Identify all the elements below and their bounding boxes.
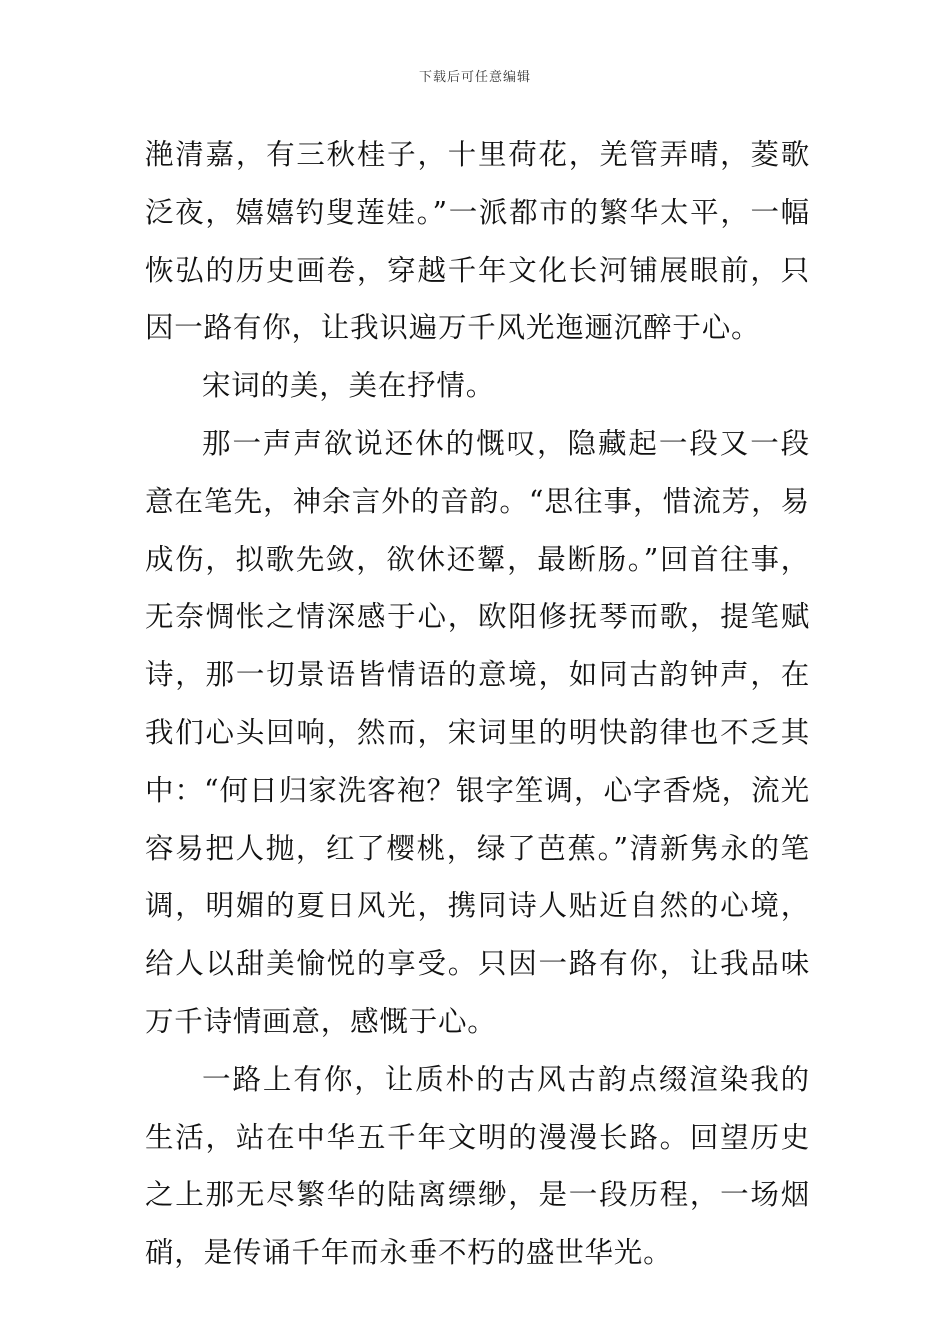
body-text: [145, 126, 810, 1282]
header-note: 下载后可任意编辑: [418, 70, 531, 85]
paragraph-1: 滟清嘉，有三秋桂子，十里荷花，羌管弄晴，菱歌泛夜，嬉嬉钓叟莲娃。”一派都市的繁华太平，一幅恢弘的历史画卷，穿越千年文化长河铺展眼前，只因一路有你，让我识遍万千风光迤逦沉醉于心。: [145, 138, 810, 345]
paragraph-4: 一路上有你，让质朴的古风古韵点缀渲染我的生活，站在中华五千年文明的漫漫长路。回望历史之上那无尽繁华的陆离缥缈，是一段历程，一场烟硝，是传诵千年而永垂不朽的盛世华光。: [145, 1062, 810, 1270]
paragraph-3: 那一声声欲说还休的慨叹，隐藏起一段又一段意在笔先，神余言外的音韵。“思往事，惜流芳，易成伤，拟歌先敛，欲休还颦，最断肠。”回首往事，无奈惆怅之情深感于心，欧阳修抚琴而歌，提笔赋诗，那一切景语皆情语的意境，如同古韵钟声，在我们心头回响，然而，宋词里的明快韵律也不乏其中：“何日归家洗客袍？银字笙调，心字香烧，流光容易把人抛，红了樱桃，绿了芭蕉。”清新隽永的笔调，明媚的夏日风光，携同诗人贴近自然的心境，给人以甜美愉悦的享受。只因一路有你，让我品味万千诗情画意，感慨于心。: [145, 426, 810, 1038]
paragraph-2: 宋词的美，美在抒情。: [202, 369, 496, 403]
